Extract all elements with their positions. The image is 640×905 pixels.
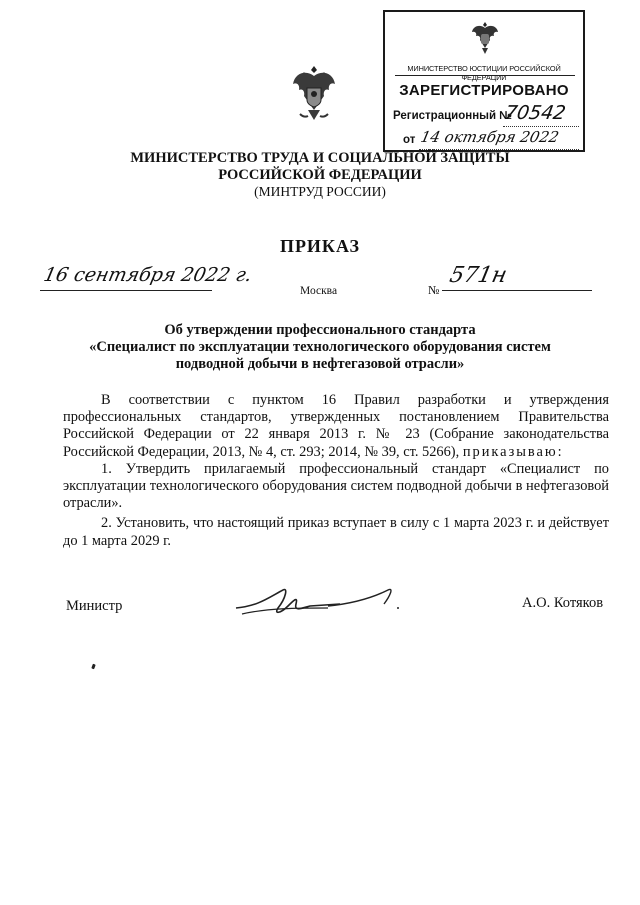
handwritten-signature [228,578,408,624]
number-underline [442,290,592,291]
eagle-emblem-icon [470,20,500,56]
order-city: Москва [300,285,338,297]
order-number-handwritten: 571н [447,263,510,288]
subject-line-3: подводной добычи в нефтегазовой отрасли» [175,356,465,372]
preamble-text: В соответствии с пунктом 16 Правил разработки и утверждения профессиональных стандартов, утвержденных постановлением Правительства Российской Федерации от 22 января 2013 г. № 23 (Собрание законодательства Российской Федерации, 2013, № 4, ст. 293; 2014, № 39, ст. 5266), [63,392,609,460]
number-sign: № [428,283,440,297]
subject-line-2: «Специалист по эксплуатации технологического оборудования систем [89,339,551,355]
paragraph-preamble [63,392,609,461]
order-title: ПРИКАЗ [279,236,361,256]
ministry-line-1: МИНИСТЕРСТВО ТРУДА И СОЦИАЛЬНОЙ ЗАЩИТЫ [130,150,510,166]
ministry-line-2: РОССИЙСКОЙ ФЕДЕРАЦИИ [218,167,422,183]
paragraph-item-2: 2. Установить, что настоящий приказ вступает в силу с 1 марта 2023 г. и действует до 1 марта 2029 г. [63,515,609,549]
stamp-registered: ЗАРЕГИСТРИРОВАНО [399,82,569,99]
stamp-regnum-value: 70542 [503,102,568,124]
ministry-title [100,150,540,184]
order-date-handwritten: 16 сентября 2022 г. [41,264,254,286]
date-underline [40,290,212,291]
stamp-date-value: 14 октября 2022 [419,128,561,146]
subject-line-1: Об утверждении профессионального стандарта [164,322,476,338]
stamp-regnum-underline [503,126,579,127]
preamble-order-word: приказываю: [462,443,564,460]
coat-of-arms-icon [290,64,338,124]
order-subject [60,322,580,373]
minister-name: А.О. Котяков [522,595,604,611]
registration-stamp [383,10,585,152]
stamp-date-label: от [403,134,416,146]
stamp-regnum-label: Регистрационный № [393,110,513,122]
stamp-ministry: МИНИСТЕРСТВО ЮСТИЦИИ РОССИЙСКОЙ ФЕДЕРАЦИИ [407,64,561,82]
paragraph-item-1: 1. Утвердить прилагаемый профессиональный стандарт «Специалист по эксплуатации технологического оборудования систем подводной добычи в нефтегазовой отрасли». [63,460,609,512]
ministry-short-name: (МИНТРУД РОССИИ) [254,184,386,199]
minister-title: Министр [66,598,123,614]
scan-speck [91,664,96,670]
order-body [63,392,609,550]
stamp-divider [395,75,575,76]
